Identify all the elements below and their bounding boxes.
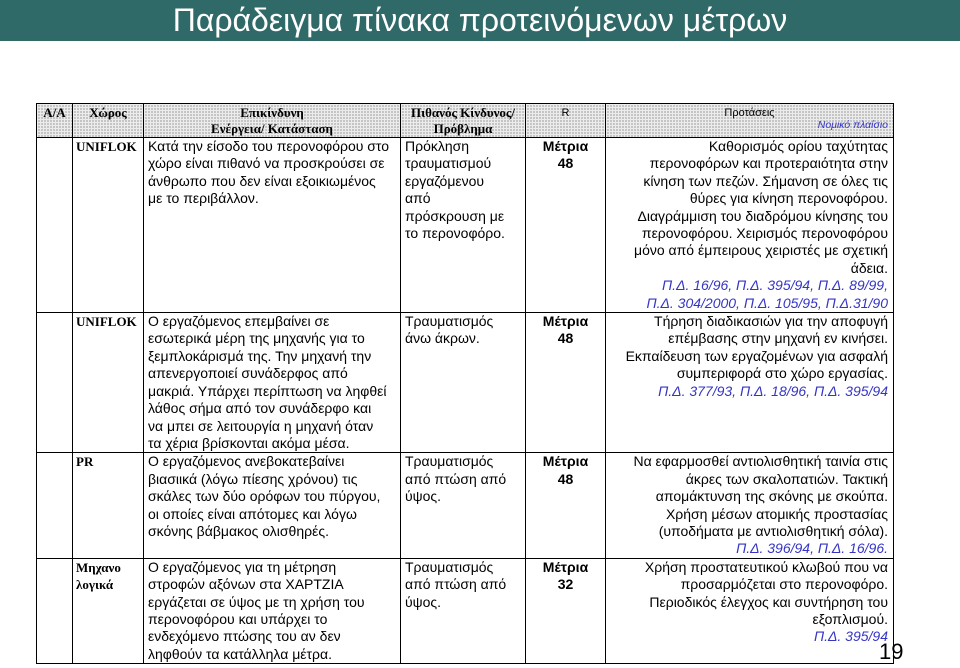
header-protaseis [606,104,894,138]
risk-cell [526,138,606,313]
kindynos-cell [401,453,526,558]
kindynos-cell [401,313,526,453]
measures-table [36,103,894,664]
kindynos-cell [401,558,526,663]
header-kindynos [401,104,526,138]
kindynos-cell [401,138,526,313]
aa-cell [37,558,73,663]
page-number: 19 [879,639,904,664]
energeia-cell [144,313,401,453]
table-header-row [37,104,894,138]
energeia-text: Ο εργαζόμενος επεμβαίνει σε εσωτερικά μέρη της μηχανής για το ξεμπλοκάρισμά της. Την μηχανή την απενεργοποιεί συνάδερφος από μακριά. Υπάρχει περίπτωση να ληφθεί λάθος σήμα από τον συνάδερφο και να μπει σε λειτουργία η μηχανή όταν τα χέρια βρίσκονται ακόμα μέσα. [148,313,387,451]
slide-title: Παράδειγμα πίνακα προτεινόμενων μέτρων [172,2,788,38]
header-protaseis-label: Προτάσεις [724,107,775,119]
title-bar [0,0,960,41]
risk-score: 32 [557,576,574,593]
protaseis-text: Χρήση προστατευτικού κλωβού που να προσαρμόζεται στο περονοφόρο. Περιοδικός έλεγχος και συντήρηση του εξοπλισμού. [644,558,888,627]
header-r [526,104,606,138]
protaseis-cell [606,453,894,558]
header-aa-label: Α/Α [43,105,66,120]
xoros-value: UNIFLOK [76,314,137,330]
energeia-cell [144,138,401,313]
nomiko-plaisio-text: Π.Δ. 395/94 [813,628,888,645]
protaseis-cell [606,313,894,453]
table-row [37,313,894,453]
risk-cell [526,558,606,663]
risk-level: Μέτρια [542,313,589,330]
header-aa [37,104,73,138]
kindynos-text: Τραυματισμός από πτώση από ύψος. [405,558,507,610]
kindynos-text: Τραυματισμός άνω άκρων. [405,313,494,347]
header-energeia-label: Επικίνδυνη Ενέργεια/ Κατάσταση [211,105,333,136]
energeia-text: Κατά την είσοδο του περονοφόρου στο χώρο είναι πιθανό να προσκρούσει σε άνθρωπο που δεν είναι εξοικιωμένος με το περιβάλλον. [148,138,390,207]
protaseis-text: Τήρηση διαδικασιών για την αποφυγή επέμβασης στην μηχανή εν κινήσει. Εκπαίδευση των εργαζομένων για ασφαλή συμπεριφορά στο χώρο εργασίας. [625,313,888,382]
header-r-label: R [561,107,570,119]
header-energeia [144,104,401,138]
table-row [37,138,894,313]
risk-level: Μέτρια [542,558,589,575]
risk-cell [526,313,606,453]
xoros-cell [73,453,144,558]
kindynos-text: Τραυματισμός από πτώση από ύψος. [405,453,507,505]
xoros-cell [73,558,144,663]
protaseis-text: Να εφαρμοσθεί αντιολισθητική ταινία στις άκρες των σκαλοπατιών. Τακτική απομάκτυνση της σκόνης με σκούπα. Χρήση μέσων ατομικής προστασίας (υποδήματα με αντιολισθητική σόλα). [633,453,888,539]
header-kindynos-label: Πιθανός Κίνδυνος/ Πρόβλημα [410,105,516,136]
xoros-cell [73,138,144,313]
risk-score: 48 [557,330,574,347]
nomiko-plaisio-text: Π.Δ. 16/96, Π.Δ. 395/94, Π.Δ. 89/99, Π.Δ. 304/2000, Π.Δ. 105/95, Π.Δ.31/90 [646,277,888,311]
risk-level: Μέτρια [542,453,589,470]
kindynos-text: Πρόκληση τραυματισμού εργαζόμενου από πρόσκρουση με το περονοφόρο. [405,138,505,242]
header-xoros-label: Χώρος [89,105,127,120]
aa-cell [37,313,73,453]
header-xoros [73,104,144,138]
xoros-value: Μηχανο λογικά [76,559,121,593]
xoros-cell [73,313,144,453]
risk-cell [526,453,606,558]
risk-score: 48 [557,470,574,487]
energeia-cell [144,558,401,663]
energeia-cell [144,453,401,558]
aa-cell [37,453,73,558]
aa-cell [37,138,73,313]
protaseis-cell [606,558,894,663]
xoros-value: PR [76,454,94,470]
table-row [37,558,894,663]
energeia-text: Ο εργαζόμενος για τη μέτρηση στροφών αξόνων στα ΧΑΡΤΖΙΑ εργάζεται σε ύψος με τη χρήση του περονοφόρου και υπάρχει το ενδεχόμενο πτώσης του αν δεν ληφθούν τα κατάλληλα μέτρα. [148,558,365,662]
nomiko-plaisio-text: Π.Δ. 396/94, Π.Δ. 16/96. [736,540,888,557]
xoros-value: UNIFLOK [76,139,137,154]
protaseis-text: Καθορισμός ορίου ταχύτητας περονοφόρων και προτεραιότητα στην κίνηση των πεζών. Σήμανση σε όλες τις θύρες για κίνηση περονοφόρου. Διαγράμμιση του διαδρόμου κίνησης του περονοφόρου. Χειρισμός περονοφόρου μόνο από έμπειρους χειριστές με σχετική άδεια. [634,138,888,276]
risk-score: 48 [557,155,574,172]
nomiko-plaisio-text: Π.Δ. 377/93, Π.Δ. 18/96, Π.Δ. 395/94 [658,382,888,399]
risk-level: Μέτρια [542,138,589,154]
table-row [37,453,894,558]
header-nomiko-plaisio-label: Νομικό πλαίσιο [817,119,888,131]
energeia-text: Ο εργαζόμενος ανεβοκατεβαίνει βιασιικά (λόγω πίεσης χρόνου) τις σκάλες των δύο ορόφων του πύργου, οι οποίες είναι απότομες και λόγω σκόνης βάβμακος ολισθηρές. [148,453,381,539]
protaseis-cell [606,138,894,313]
